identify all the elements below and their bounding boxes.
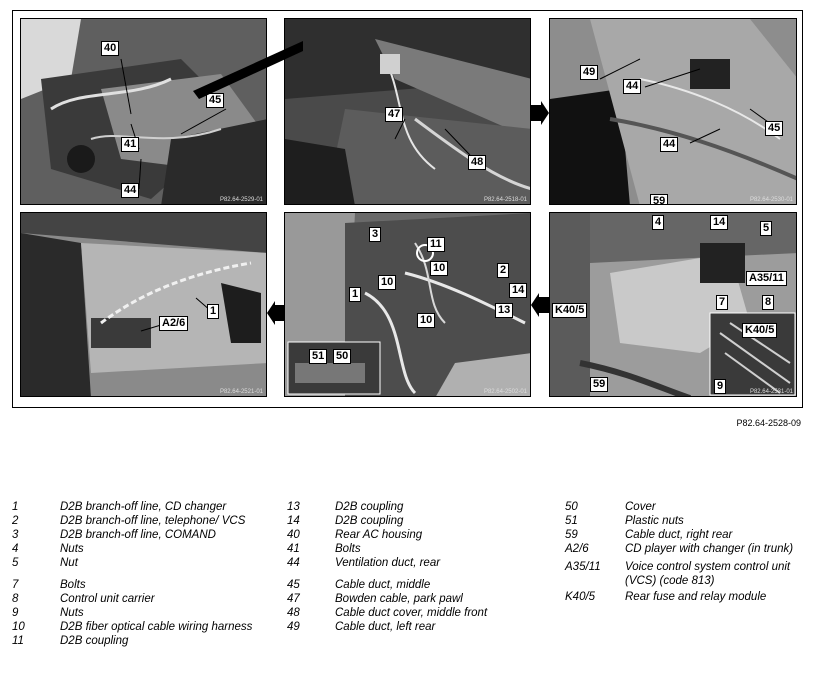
legend-description: Nuts — [60, 543, 84, 555]
legend-number: 3 — [12, 529, 19, 541]
legend-description: D2B branch-off line, COMAND — [60, 529, 216, 541]
arrow-left-icon — [267, 301, 285, 325]
callout-41: 41 — [121, 137, 139, 152]
legend-row — [565, 528, 805, 542]
callout-48: 48 — [468, 155, 486, 170]
callout-A2/6: A2/6 — [159, 316, 188, 331]
figure-reference: P82.64-2528-09 — [736, 418, 801, 428]
legend-description: D2B branch-off line, CD changer — [60, 501, 227, 513]
legend-row — [287, 592, 547, 606]
arrow-right-icon — [531, 101, 549, 125]
photo-4-illustration — [21, 213, 267, 397]
legend-description: Rear fuse and relay module — [625, 591, 767, 603]
legend-row — [287, 514, 547, 528]
callout-11: 11 — [427, 237, 445, 252]
legend-description: Bolts — [60, 579, 86, 591]
legend-row — [287, 556, 547, 570]
legend-description: D2B coupling — [335, 515, 404, 527]
legend-row — [287, 606, 547, 620]
legend-row — [565, 560, 805, 588]
legend-number: 50 — [565, 501, 578, 513]
callout-14: 14 — [509, 283, 527, 298]
legend-description: Plastic nuts — [625, 515, 684, 527]
legend-row — [287, 528, 547, 542]
legend-number: 7 — [12, 579, 19, 591]
callout-4: 4 — [652, 215, 664, 230]
legend-description: D2B coupling — [60, 635, 129, 647]
photo-cable-duct-left-rear — [549, 18, 797, 205]
photo-code: P82.64-2518-01 — [483, 197, 527, 203]
callout-K40/5: K40/5 — [552, 303, 587, 318]
callout-10: 10 — [378, 275, 396, 290]
legend-number: 8 — [12, 593, 19, 605]
callout-44: 44 — [623, 79, 641, 94]
legend-row — [12, 592, 262, 606]
legend-row — [287, 620, 547, 634]
callout-59: 59 — [650, 194, 668, 205]
legend-row — [12, 578, 262, 592]
legend-description: Nut — [60, 557, 78, 569]
legend-description: Voice control system control unit (VCS) (code 813) — [625, 561, 791, 587]
photo-2-illustration — [285, 19, 531, 205]
photo-3-illustration — [550, 19, 797, 205]
callout-59: 59 — [590, 377, 608, 392]
legend-description: Rear AC housing — [335, 529, 423, 541]
legend-number: 4 — [12, 543, 19, 555]
legend-row — [12, 542, 262, 556]
callout-14: 14 — [710, 215, 728, 230]
legend-number: 47 — [287, 593, 300, 605]
legend-column-1 — [12, 500, 262, 648]
legend-column-3 — [565, 500, 805, 604]
callout-50: 50 — [333, 349, 351, 364]
legend-row — [12, 500, 262, 514]
legend-number: 45 — [287, 579, 300, 591]
callout-9: 9 — [714, 379, 726, 394]
legend-description: Nuts — [60, 607, 84, 619]
legend-row — [12, 556, 262, 570]
legend-number: 2 — [12, 515, 19, 527]
legend-number: K40/5 — [565, 591, 596, 603]
photo-code: P82.64-2530-01 — [749, 197, 793, 203]
photo-cd-changer-trunk — [20, 212, 267, 397]
legend-number: 13 — [287, 501, 300, 513]
legend-number: 44 — [287, 557, 300, 569]
legend-description: Cover — [625, 501, 656, 513]
legend-number: 14 — [287, 515, 300, 527]
legend-row — [12, 606, 262, 620]
legend-number: A35/11 — [565, 561, 601, 573]
legend-row — [287, 578, 547, 592]
callout-K40/5: K40/5 — [742, 323, 777, 338]
legend-number: 10 — [12, 621, 25, 633]
legend-number: 9 — [12, 607, 19, 619]
photo-code: P82.64-2502-01 — [483, 389, 527, 395]
legend-description: Cable duct, middle — [335, 579, 431, 591]
callout-1: 1 — [207, 304, 219, 319]
legend-row — [565, 590, 805, 604]
callout-8: 8 — [762, 295, 774, 310]
legend-description: Control unit carrier — [60, 593, 155, 605]
photo-code: P82.64-2521-01 — [219, 389, 263, 395]
legend-number: 49 — [287, 621, 300, 633]
legend-row — [287, 500, 547, 514]
legend-number: A2/6 — [565, 543, 589, 555]
callout-7: 7 — [716, 295, 728, 310]
legend-number: 41 — [287, 543, 300, 555]
callout-A35/11: A35/11 — [746, 271, 787, 286]
legend-row — [12, 620, 262, 634]
legend-description: D2B branch-off line, telephone/ VCS — [60, 515, 246, 527]
pointer-line — [193, 41, 303, 101]
legend-description: Bolts — [335, 543, 361, 555]
legend-row — [565, 500, 805, 514]
legend-description: CD player with changer (in trunk) — [625, 543, 794, 555]
photo-fuse-relay-module — [549, 212, 797, 397]
callout-40: 40 — [101, 41, 119, 56]
figure-frame — [12, 10, 803, 408]
legend-column-2 — [287, 500, 547, 634]
callout-13: 13 — [495, 303, 513, 318]
photo-code: P82.64-2531-01 — [749, 389, 793, 395]
callout-2: 2 — [497, 263, 509, 278]
legend-number: 51 — [565, 515, 578, 527]
legend-description: Cable duct cover, middle front — [335, 607, 488, 619]
callout-45: 45 — [765, 121, 783, 136]
legend-row — [12, 528, 262, 542]
callout-5: 5 — [760, 221, 772, 236]
photo-d2b-fiber-optic-harness — [284, 212, 531, 397]
legend-number: 40 — [287, 529, 300, 541]
callout-3: 3 — [369, 227, 381, 242]
callout-1: 1 — [349, 287, 361, 302]
legend-row — [12, 634, 262, 648]
callout-44: 44 — [660, 137, 678, 152]
legend-row — [12, 514, 262, 528]
legend-description: Bowden cable, park pawl — [335, 593, 463, 605]
legend-description: Cable duct, right rear — [625, 529, 733, 541]
legend-description: Ventilation duct, rear — [335, 557, 441, 569]
callout-44: 44 — [121, 183, 139, 198]
legend-description: D2B fiber optical cable wiring harness — [60, 621, 253, 633]
callout-47: 47 — [385, 107, 403, 122]
legend-number: 5 — [12, 557, 19, 569]
arrow-left-icon — [531, 293, 549, 317]
callout-51: 51 — [309, 349, 327, 364]
legend-row — [287, 542, 547, 556]
photo-code: P82.64-2529-01 — [219, 197, 263, 203]
callout-49: 49 — [580, 65, 598, 80]
callout-10: 10 — [417, 313, 435, 328]
legend-number: 59 — [565, 529, 578, 541]
legend-row — [565, 514, 805, 528]
legend-row — [565, 542, 805, 556]
legend-description: Cable duct, left rear — [335, 621, 436, 633]
callout-10: 10 — [430, 261, 448, 276]
photo-bowden-cable — [284, 18, 531, 205]
legend-number: 48 — [287, 607, 300, 619]
callout-45: 45 — [206, 93, 224, 108]
legend-number: 1 — [12, 501, 19, 513]
legend-number: 11 — [12, 635, 24, 647]
legend-description: D2B coupling — [335, 501, 404, 513]
